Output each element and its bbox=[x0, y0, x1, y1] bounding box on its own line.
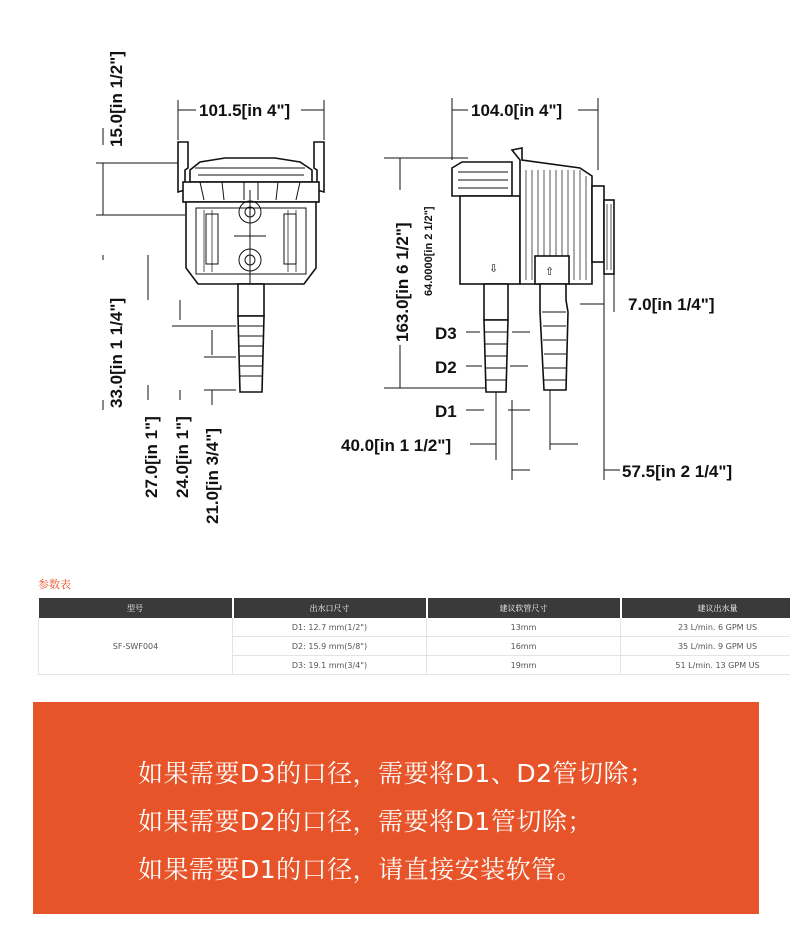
dim-left-width: 101.5[in 4"] bbox=[199, 101, 291, 120]
header-model: 型号 bbox=[39, 598, 233, 618]
outlet-cell: D2: 15.9 mm(5/8") bbox=[233, 637, 427, 656]
dim-length-27: 27.0[in 1"] bbox=[142, 416, 161, 498]
note-line: 如果需要D1的口径，请直接安装软管。 bbox=[138, 855, 583, 884]
flow-arrow-up-icon: ⇧ bbox=[545, 266, 555, 278]
dim-left-height: 33.0[in 1 1/4"] bbox=[107, 297, 126, 408]
dim-inlet-offset: 57.5[in 2 1/4"] bbox=[622, 462, 733, 481]
header-hose: 建议软管尺寸 bbox=[427, 598, 621, 618]
dim-top-offset: 15.0[in 1/2"] bbox=[107, 51, 126, 147]
header-flow: 建议出水量 bbox=[621, 598, 790, 618]
installation-note-box bbox=[33, 702, 759, 914]
outlet-cell: D1: 12.7 mm(1/2") bbox=[233, 618, 427, 637]
label-d3: D3 bbox=[435, 324, 457, 343]
flow-cell: 51 L/min. 13 GPM US bbox=[621, 656, 790, 675]
flow-arrow-down-icon: ⇩ bbox=[489, 263, 499, 275]
hose-cell: 19mm bbox=[427, 656, 621, 675]
params-table bbox=[38, 598, 790, 675]
dim-total-height: 163.0[in 6 1/2"] bbox=[393, 222, 412, 342]
hose-cell: 16mm bbox=[427, 637, 621, 656]
flow-cell: 23 L/min. 6 GPM US bbox=[621, 618, 790, 637]
flow-cell: 35 L/min. 9 GPM US bbox=[621, 637, 790, 656]
dim-outlet-offset: 40.0[in 1 1/2"] bbox=[341, 436, 452, 455]
header-outlet: 出水口尺寸 bbox=[233, 598, 427, 618]
hose-cell: 13mm bbox=[427, 618, 621, 637]
dim-length-24: 24.0[in 1"] bbox=[173, 416, 192, 498]
label-d1: D1 bbox=[435, 402, 457, 421]
dim-flange: 7.0[in 1/4"] bbox=[628, 295, 715, 314]
table-header-row bbox=[39, 598, 790, 618]
note-line: 如果需要D2的口径，需要将D1管切除； bbox=[138, 807, 593, 836]
table-row bbox=[39, 618, 790, 637]
outlet-cell: D3: 19.1 mm(3/4") bbox=[233, 656, 427, 675]
side-view bbox=[341, 98, 732, 481]
front-view bbox=[96, 51, 324, 524]
label-d2: D2 bbox=[435, 358, 457, 377]
dim-inner-height: 64.0000[in 2 1/2"] bbox=[423, 206, 435, 296]
dim-right-width: 104.0[in 4"] bbox=[471, 101, 563, 120]
note-line: 如果需要D3的口径，需要将D1、D2管切除； bbox=[138, 759, 655, 788]
params-title: 参数表 bbox=[38, 578, 71, 591]
model-cell: SF-SWF004 bbox=[39, 618, 233, 675]
dim-length-21: 21.0[in 3/4"] bbox=[203, 428, 222, 524]
